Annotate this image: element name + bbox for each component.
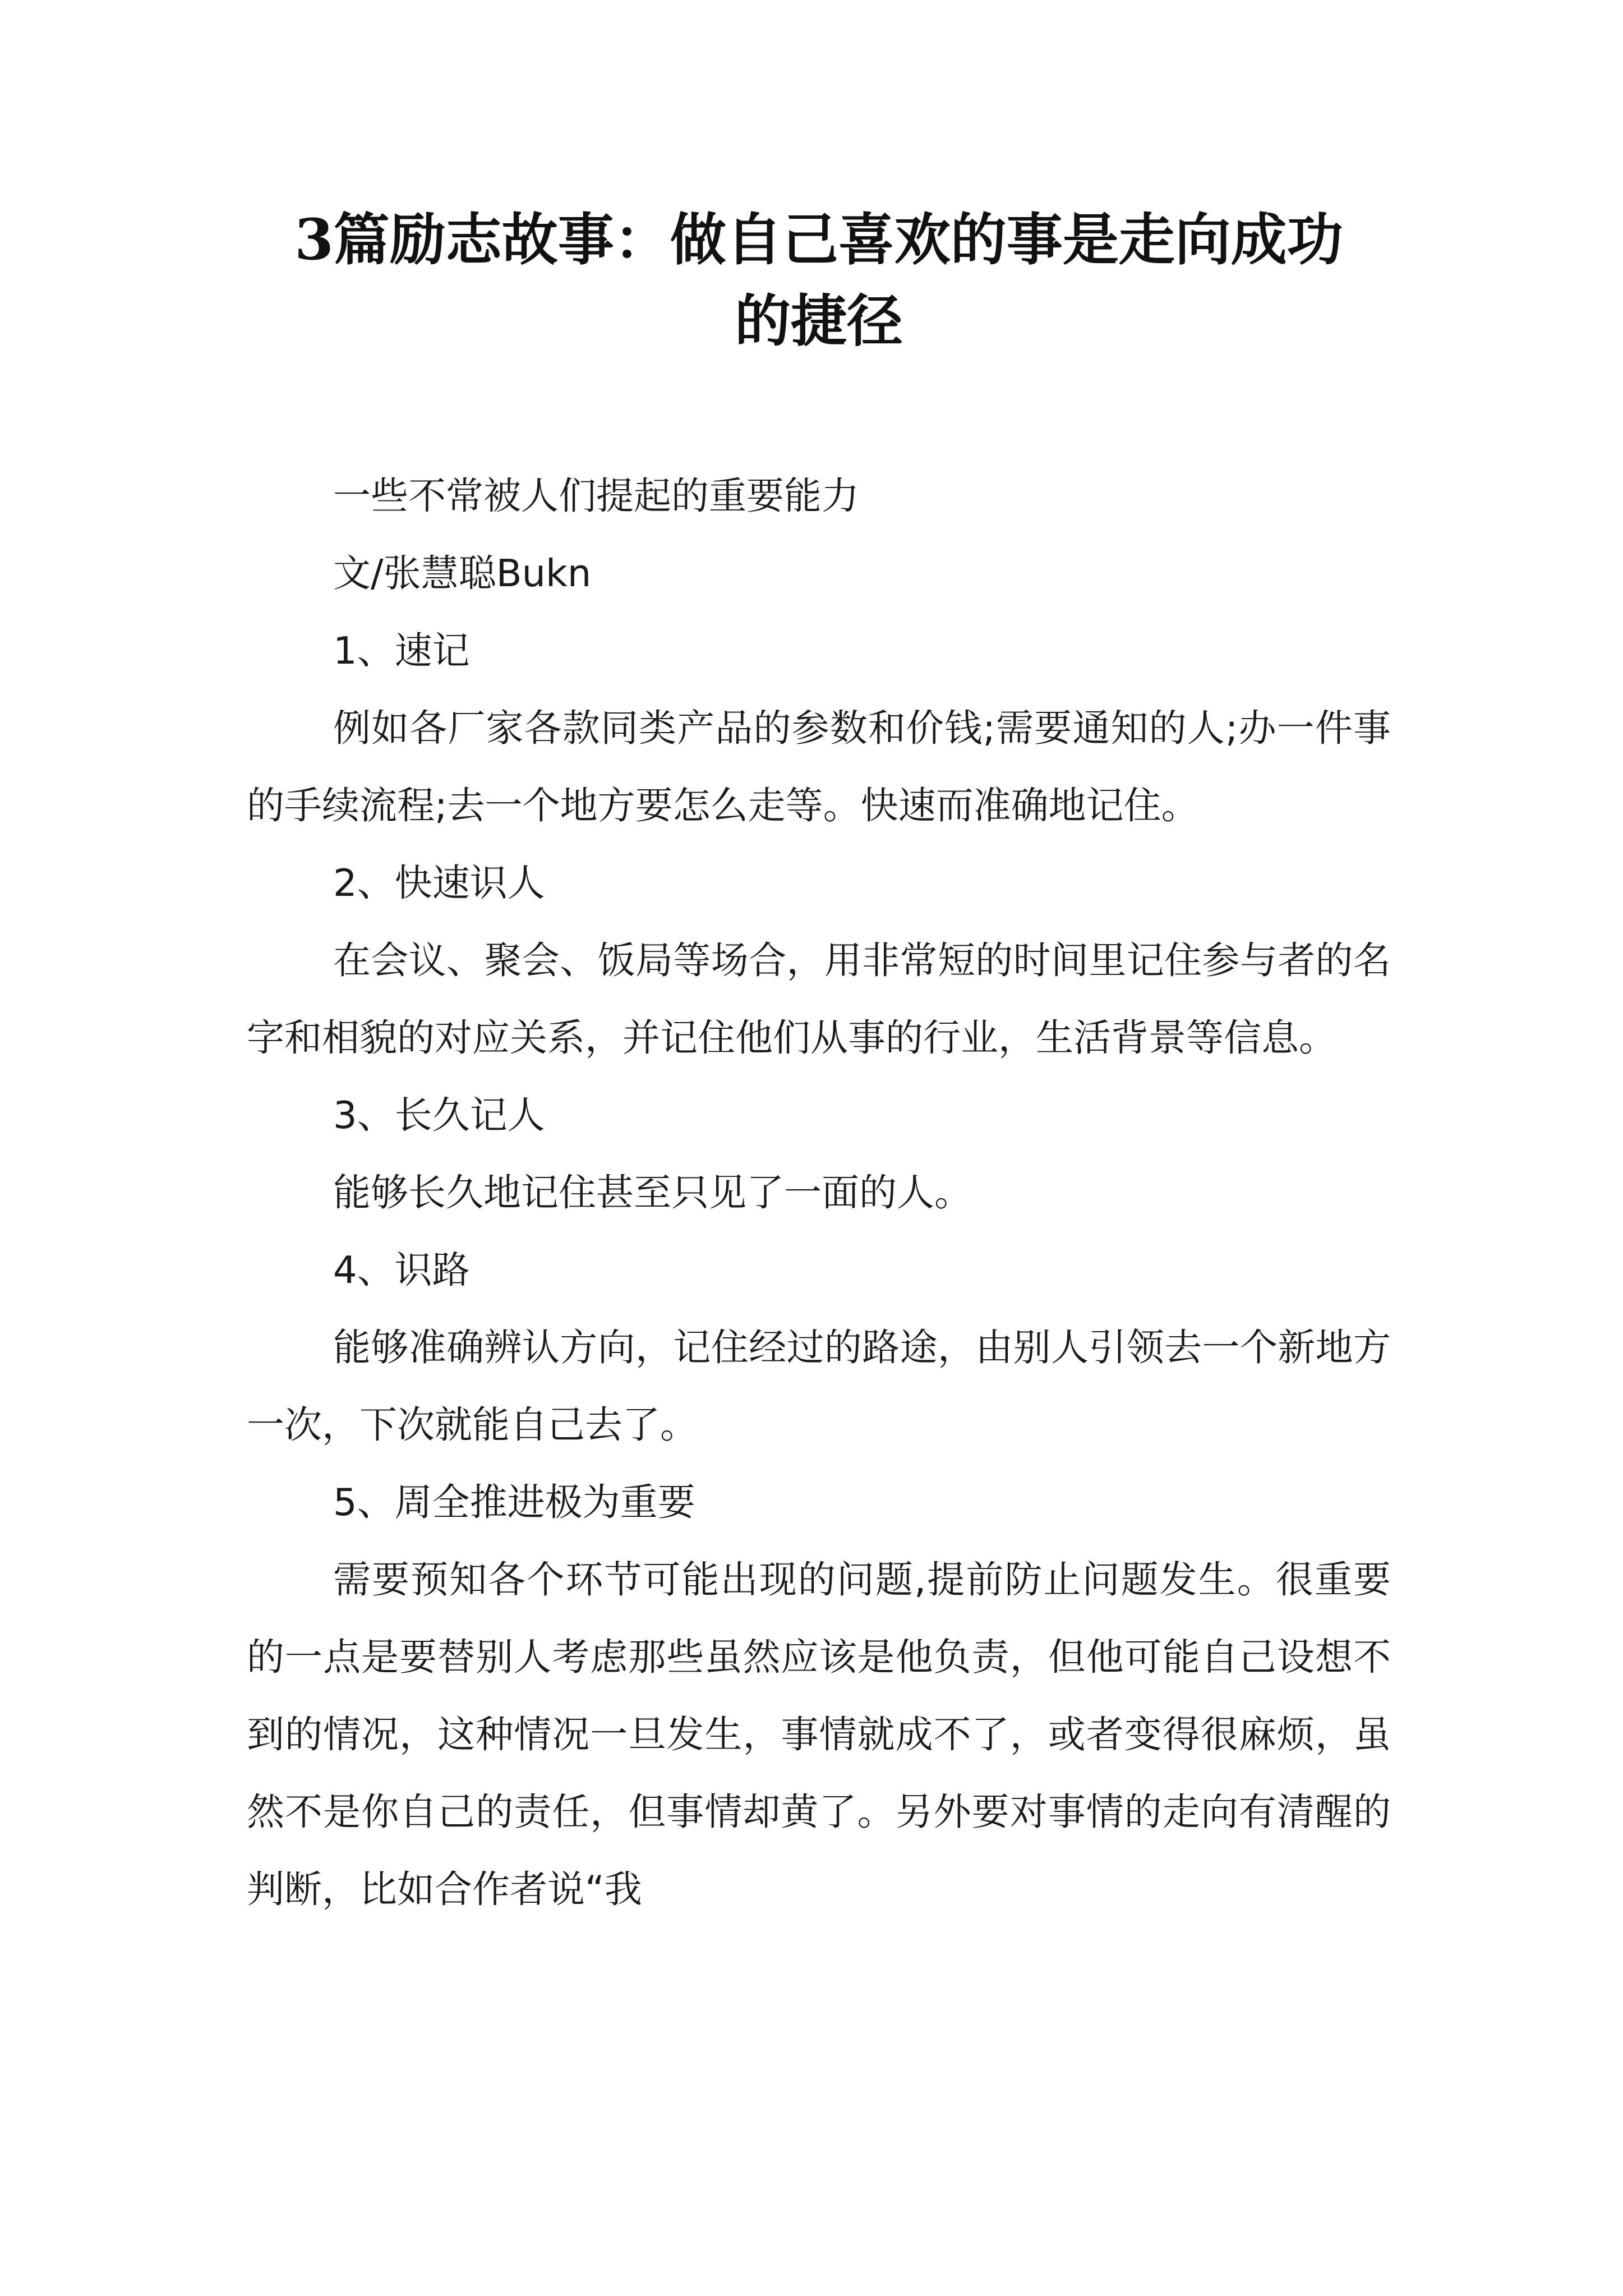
title-line-2: 的捷径	[735, 288, 903, 354]
body-paragraph: 能够准确辨认方向，记住经过的路途，由别人引领去一个新地方一次，下次就能自己去了。	[247, 1326, 1391, 1447]
section-heading-4: 4、识路	[333, 1248, 470, 1292]
title-line-1: 3篇励志故事：做自己喜欢的事是走向成功	[294, 206, 1343, 273]
document-title	[247, 199, 1391, 362]
body-paragraph: 需要预知各个环节可能出现的问题,提前防止问题发生。很重要的一点是要替别人考虑那些虽然应该是他负责，但他可能自己设想不到的情况，这种情况一旦发生，事情就成不了，或者变得很麻烦，虽然不是你自己的责任，但事情却黄了。另外要对事情的走向有清醒的判断，比如合作者说“我	[247, 1558, 1391, 1911]
document-body	[247, 457, 1391, 1928]
body-paragraph: 能够长久地记住甚至只见了一面的人。	[333, 1171, 972, 1214]
section-heading-5: 5、周全推进极为重要	[333, 1480, 695, 1524]
section-heading-2: 2、快速识人	[333, 861, 545, 905]
section-heading-1: 1、速记	[333, 629, 470, 673]
body-paragraph: 例如各厂家各款同类产品的参数和价钱;需要通知的人;办一件事的手续流程;去一个地方要怎么走等。快速而准确地记住。	[247, 706, 1391, 827]
subtitle-paragraph: 一些不常被人们提起的重要能力	[333, 474, 859, 518]
author-line: 文/张慧聪Bukn	[333, 551, 592, 595]
body-paragraph: 在会议、聚会、饭局等场合，用非常短的时间里记住参与者的名字和相貌的对应关系，并记住他们从事的行业，生活背景等信息。	[247, 938, 1391, 1060]
section-heading-3: 3、长久记人	[333, 1093, 545, 1137]
